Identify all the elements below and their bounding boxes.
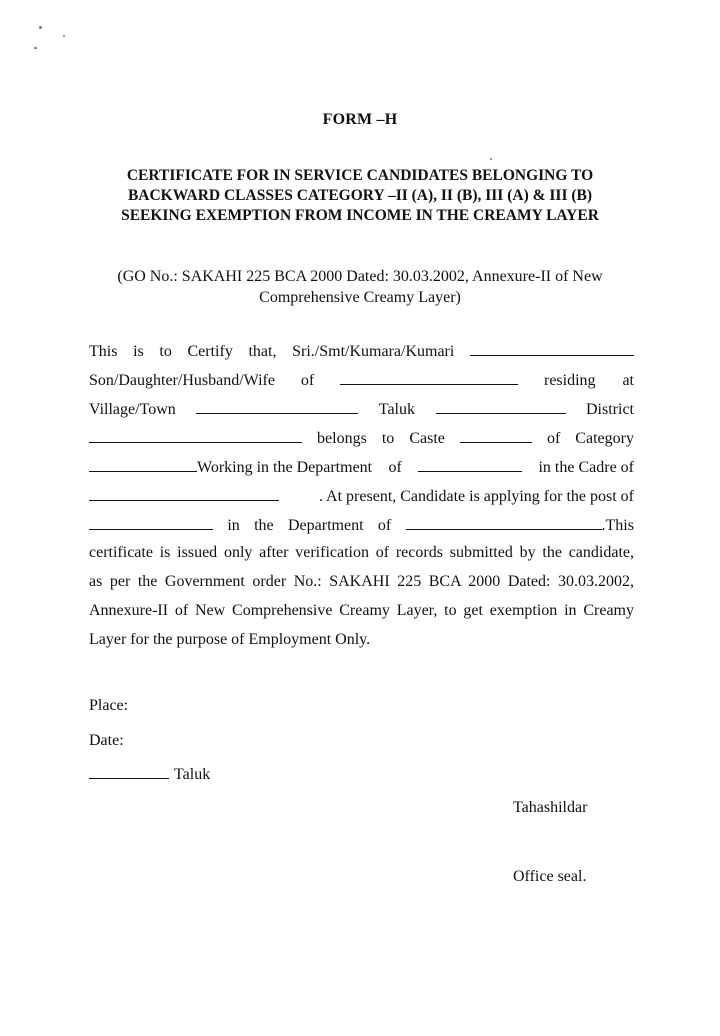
go-reference-line: (GO No.: SAKAHI 225 BCA 2000 Dated: 30.03.2002, Annexure-II of New xyxy=(117,268,603,285)
taluk-blank[interactable] xyxy=(436,399,566,414)
word: the xyxy=(254,517,274,534)
scan-speck xyxy=(39,26,42,29)
word: in xyxy=(227,517,240,534)
body-line-5 xyxy=(89,457,634,479)
signatory-label: Tahashildar xyxy=(513,799,588,816)
word: of xyxy=(300,372,315,389)
relation-text: Son/Daughter/Husband/Wife xyxy=(89,372,275,389)
word: of xyxy=(546,430,561,447)
relation-name-blank[interactable] xyxy=(340,370,518,385)
post-blank[interactable] xyxy=(89,515,213,530)
word: to xyxy=(381,430,395,447)
body-line-7 xyxy=(89,515,634,537)
word: at xyxy=(622,372,634,389)
category-blank[interactable] xyxy=(89,457,197,472)
word: residing xyxy=(543,372,596,389)
applying-text: . At present, Candidate is applying for the post of xyxy=(318,488,634,505)
body-line-8: certificate is issued only after verification of records submitted by the candidate, xyxy=(89,544,634,561)
word: Certify xyxy=(187,343,233,360)
category-working xyxy=(89,457,372,477)
place-label: Place: xyxy=(89,697,129,714)
heading-line: BACKWARD CLASSES CATEGORY –II (A), II (B), III (A) & III (B) xyxy=(127,187,593,204)
word: belongs xyxy=(317,430,367,447)
caste-blank[interactable] xyxy=(460,428,532,443)
word: that, xyxy=(248,343,277,360)
taluk-name-blank[interactable] xyxy=(89,764,169,779)
word: This xyxy=(89,343,118,360)
taluk-label: Taluk xyxy=(174,766,211,783)
body-line-2 xyxy=(89,370,634,392)
body-line-11: Layer for the purpose of Employment Only. xyxy=(89,631,371,648)
go-reference-line: Comprehensive Creamy Layer) xyxy=(259,289,461,306)
body-line-9: as per the Government order No.: SAKAHI 225 BCA 2000 Dated: 30.03.2002, xyxy=(89,573,634,590)
post-department-blank[interactable] xyxy=(406,515,602,530)
word: .This xyxy=(601,517,634,534)
body-line-10: Annexure-II of New Comprehensive Creamy Layer, to get exemption in Creamy xyxy=(89,602,634,619)
word: Category xyxy=(575,430,634,447)
heading-line: CERTIFICATE FOR IN SERVICE CANDIDATES BELONGING TO xyxy=(126,167,594,184)
taluk-signature-row xyxy=(89,764,210,784)
department-blank[interactable] xyxy=(418,457,522,472)
body-line-3 xyxy=(89,399,634,421)
word: of xyxy=(388,459,402,476)
residing-at xyxy=(544,372,634,390)
name-blank[interactable] xyxy=(470,341,634,356)
district-blank[interactable] xyxy=(89,428,302,443)
word: of xyxy=(377,517,392,534)
certificate-heading xyxy=(60,166,660,226)
word: to xyxy=(159,343,172,360)
word: Taluk xyxy=(378,401,415,418)
dept-this xyxy=(406,515,634,535)
word: Caste xyxy=(409,430,445,447)
word: District xyxy=(586,401,634,418)
word: is xyxy=(133,343,144,360)
cadre-blank[interactable] xyxy=(89,486,279,501)
scan-speck xyxy=(63,35,65,37)
word: Working in the Department xyxy=(197,459,373,476)
word: Village/Town xyxy=(89,401,176,418)
village-blank[interactable] xyxy=(196,399,358,414)
go-reference xyxy=(60,266,660,308)
word: Department xyxy=(287,517,364,534)
salutation-text: Sri./Smt/Kumara/Kumari xyxy=(292,343,455,360)
date-label: Date: xyxy=(89,732,124,749)
body-line-4 xyxy=(89,428,634,450)
heading-line: SEEKING EXEMPTION FROM INCOME IN THE CREAMY LAYER xyxy=(121,207,599,224)
scan-speck xyxy=(34,47,37,49)
body-line-1 xyxy=(89,341,634,363)
form-title: FORM –H xyxy=(322,111,398,128)
body-line-6 xyxy=(89,486,634,508)
office-seal-label: Office seal. xyxy=(513,868,587,885)
word: in the Cadre of xyxy=(538,459,634,476)
scan-speck xyxy=(490,158,492,160)
